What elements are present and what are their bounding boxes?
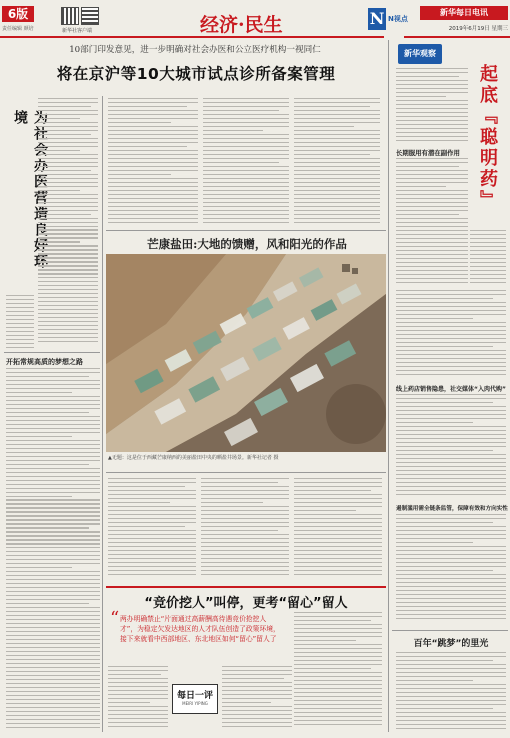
right-text-3 xyxy=(396,394,506,500)
right-subhead-2: 线上药店销售隐患，社交媒体“入肉代购” xyxy=(396,386,506,393)
photo-story-col-3 xyxy=(294,478,382,580)
main-story-col-1 xyxy=(108,98,198,228)
main-story-col-2 xyxy=(203,98,289,228)
column-logo-en: MEIRI YIPING xyxy=(182,701,208,706)
left-divider xyxy=(4,352,100,353)
news-observer-label: 新华观察 xyxy=(404,49,436,58)
news-observer-badge xyxy=(398,44,442,64)
right-text-1 xyxy=(396,158,468,286)
right-bottom-heading: 百年“跳梦”的里光 xyxy=(413,639,489,649)
paper-name-bar xyxy=(420,6,508,20)
right-subhead-1: 长期服用有潜在副作用 xyxy=(396,149,460,157)
page-number: 6版 xyxy=(7,7,29,21)
photo-story-col-2 xyxy=(201,478,289,580)
bottom-story-col-1 xyxy=(108,666,168,730)
column-logo xyxy=(172,684,218,714)
right-text-2 xyxy=(396,290,506,380)
left-column-intro-text xyxy=(38,98,98,348)
column-logo-title: 每日一评 xyxy=(176,691,213,701)
logo-n-icon: N xyxy=(369,9,385,28)
main-kicker: 10部门印发意见，进一步明确对社会办医和公立医疗机构一视同仁 xyxy=(69,45,321,55)
photo-bottom-rule xyxy=(106,472,386,473)
photo-story-col-1 xyxy=(108,478,196,580)
quote-mark-icon: “ xyxy=(110,608,120,629)
bottom-quote: 两办明确禁止“片面通过高薪酬高待遇竞价抢挖人才”，为稳定欠发达地区的人才队伍创造了政策环境，接下来就看中西部地区、东北地区如何“留心”留人了 xyxy=(120,615,280,643)
section-logo xyxy=(368,8,408,32)
bottom-story-col-2 xyxy=(222,666,292,730)
qr-code-2 xyxy=(82,8,98,24)
bottom-story-col-3 xyxy=(294,612,382,730)
right-text-4 xyxy=(396,514,506,624)
page-label: 责任编辑 颜培 xyxy=(2,26,34,32)
left-column-text-a xyxy=(6,295,34,350)
paper-name: 新华每日电讯 xyxy=(440,8,488,17)
main-story-bottom-rule xyxy=(106,230,386,231)
main-headline: 将在京沪等10大城市试点诊所备案管理 xyxy=(56,65,336,83)
right-subhead-3: 遏制滥用需全链条监管，保障有效和方向实性 xyxy=(396,506,508,512)
salt-field-photo xyxy=(106,254,386,452)
salt-field-illustration xyxy=(106,254,386,452)
main-story-col-3 xyxy=(294,98,380,228)
right-text-1b xyxy=(470,230,506,286)
right-bottom-divider xyxy=(392,630,508,631)
header-rule-right xyxy=(404,36,510,38)
left-column-body xyxy=(6,368,100,728)
bottom-headline: “竞价挖人”叫停，更考“留心”留人 xyxy=(144,596,348,611)
page-number-badge xyxy=(2,6,34,22)
logo-text: N视点 xyxy=(388,15,408,23)
bottom-story-top-rule xyxy=(106,586,386,588)
section-title: 经济·民生 xyxy=(200,14,283,36)
header-rule xyxy=(0,36,384,38)
qr-code xyxy=(62,8,78,24)
photo-headline: 芒康盐田:大地的馈赠，风和阳光的作品 xyxy=(147,237,347,251)
right-bottom-text xyxy=(396,652,506,732)
bottom-quote-box xyxy=(110,608,280,662)
right-vertical-title: 起底『聪明药』 xyxy=(477,64,498,211)
right-intro-text xyxy=(396,68,468,144)
photo-caption: ▲无题：这是位于西藏芒康纳西的美丽盐田中央的晒盐井场景。新华社记者 摄 xyxy=(108,455,279,461)
left-subheading: 开拓常规高质的梦想之路 xyxy=(6,358,83,366)
left-column-vrule xyxy=(102,96,103,732)
left-column-title: 境 xyxy=(12,110,28,126)
qr-caption: 新华社客户端 xyxy=(62,28,93,34)
issue-date: 2019年6月19日 星期三 xyxy=(448,26,508,32)
center-right-vrule xyxy=(388,40,389,732)
